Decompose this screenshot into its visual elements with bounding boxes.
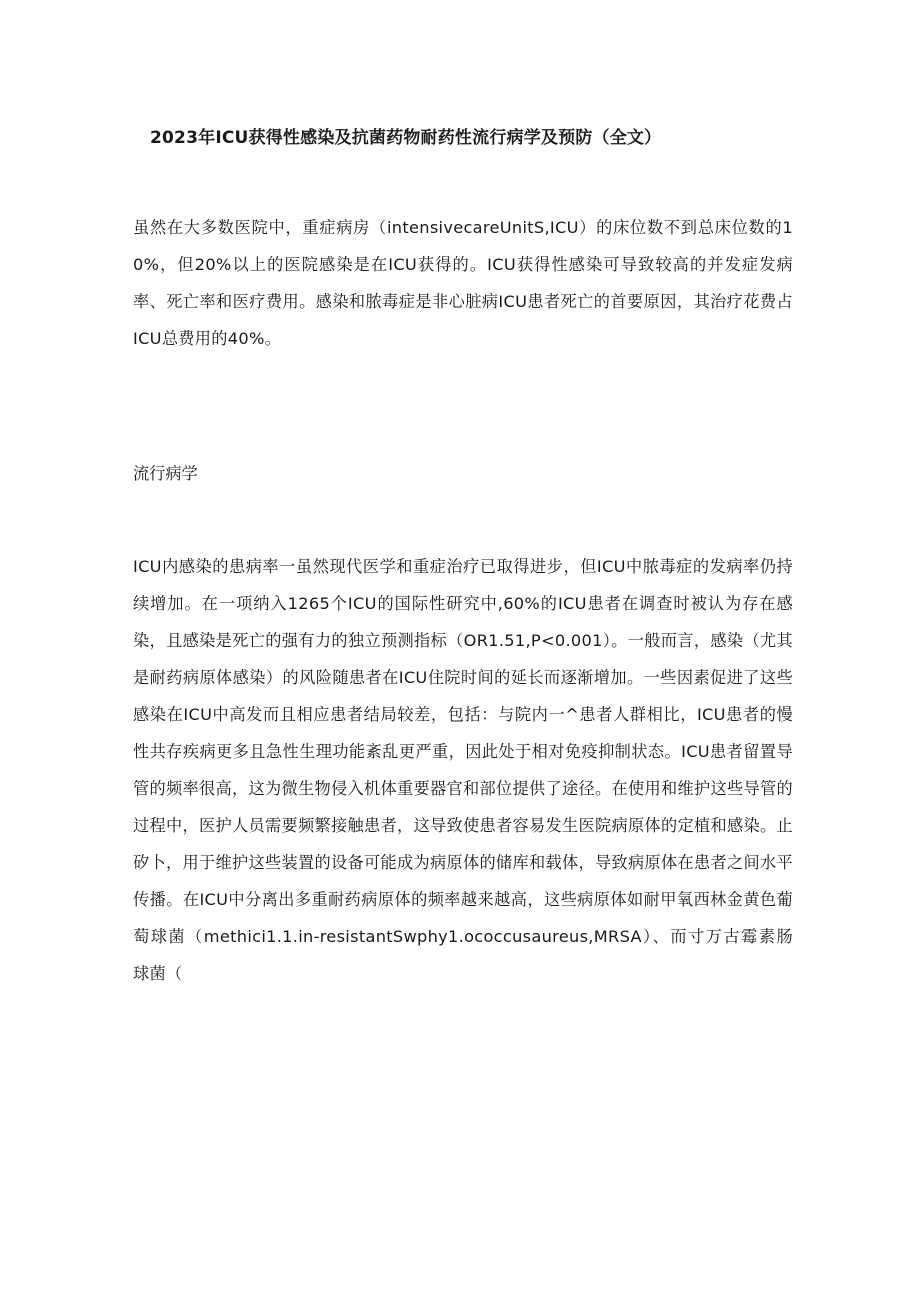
intro-paragraph: 虽然在大多数医院中，重症病房（intensivecareUnitS,ICU）的床位数不到总床位数的10%，但20%以上的医院感染是在ICU获得的。ICU获得性感染可导致较高的并发症发病率、死亡率和医疗费用。感染和脓毒症是非心脏病ICU患者死亡的首要原因，其治疗花费占ICU总费用的40%。 (133, 218, 793, 348)
section-heading: 流行病学 (133, 464, 198, 483)
document-title: 2023年ICU获得性感染及抗菌药物耐药性流行病学及预防（全文） (150, 128, 662, 148)
epidemiology-paragraph: ICU内感染的患病率一虽然现代医学和重症治疗已取得进步，但ICU中脓毒症的发病率仍持续增加。在一项纳入1265个ICU的国际性研究中,60%的ICU患者在调查时被认为存在感染，且感染是死亡的强有力的独立预测指标（OR1.51,P<0.001）。一般而言，感染（尤其是耐药病原体感染）的风险随患者在ICU住院时间的延长而逐渐增加。一些因素促进了这些感染在ICU中高发而且相应患者结局较差，包括：与院内一^患者人群相比，ICU患者的慢性共存疾病更多且急性生理功能紊乱更严重，因此处于相对免疫抑制状态。ICU患者留置导管的频率很高，这为微生物侵入机体重要器官和部位提供了途径。在使用和维护这些导管的过程中，医护人员需要频繁接触患者，这导致使患者容易发生医院病原体的定植和感染。止矽卜，用于维护这些装置的设备可能成为病原体的储库和载体，导致病原体在患者之间水平传播。在ICU中分离出多重耐药病原体的频率越来越高，这些病原体如耐甲氧西林金黄色葡萄球菌（methici1.1.in-resistantSwphy1.ococcusaureus,MRSA）、而寸万古霉素肠球菌（ (133, 557, 793, 983)
